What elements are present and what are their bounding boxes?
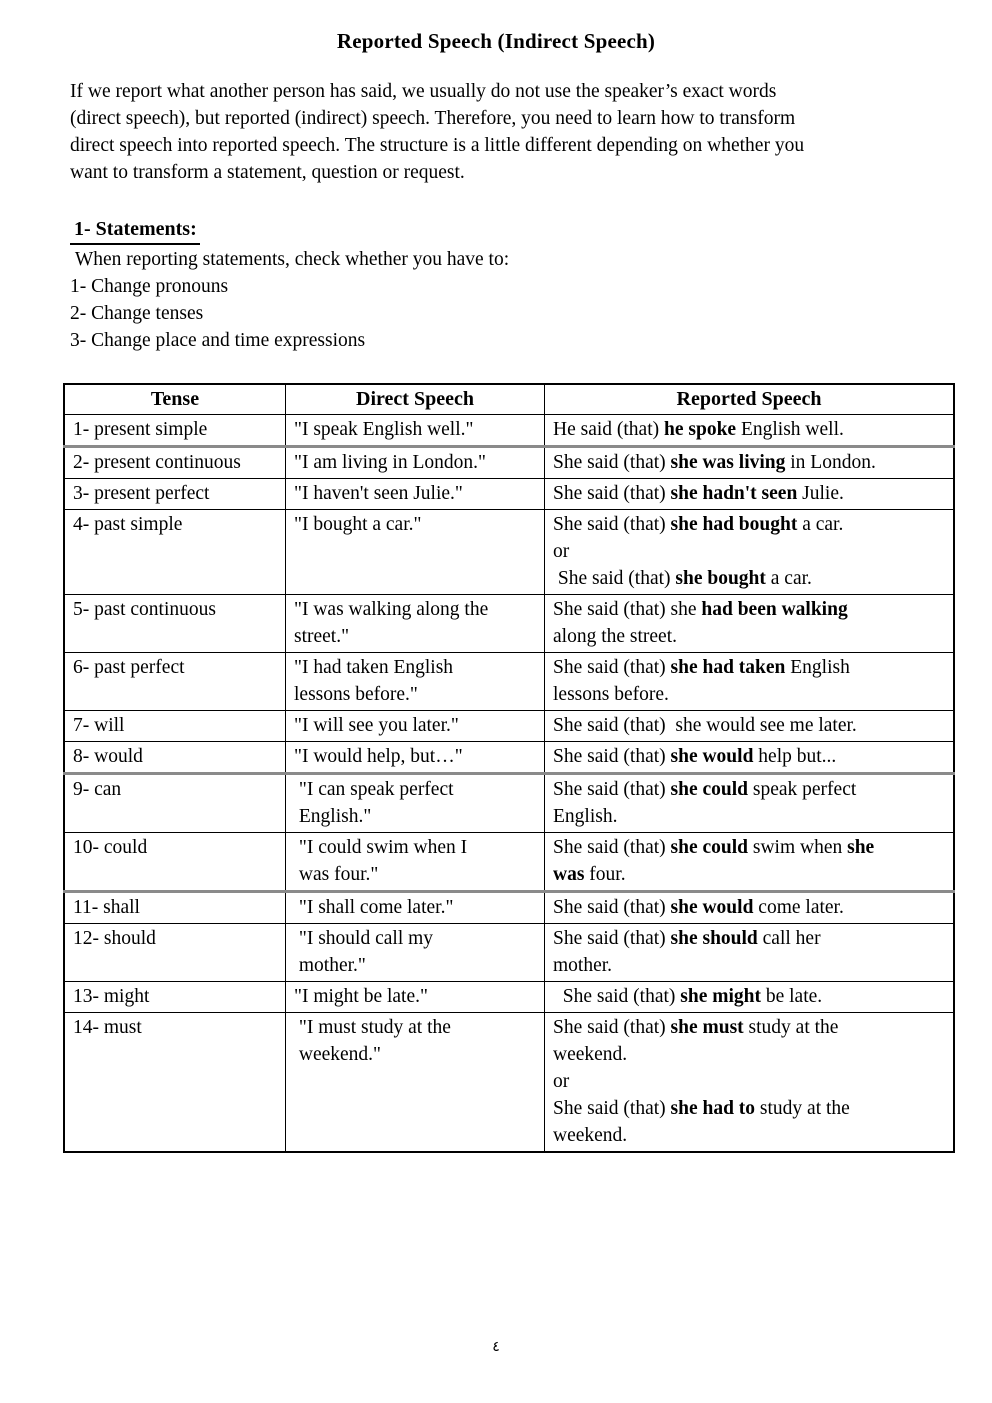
intro-line: (direct speech), but reported (indirect) speech. Therefore, you need to learn how to transform [70,108,796,129]
direct-speech-line: weekend." [294,1044,382,1065]
reported-speech-cell [545,1013,955,1153]
reported-speech-line: She said (that) she could swim when she [553,837,875,858]
tense-text: 14- must [73,1017,142,1038]
table-row [64,892,954,924]
table-row [64,415,954,447]
checklist-item: 2- Change tenses [70,303,204,324]
tense-cell [64,711,286,742]
direct-speech-line: "I should call my [294,928,434,949]
section-intro: When reporting statements, check whether you have to: [70,249,510,270]
tense-cell [64,924,286,982]
page-number: ٤ [492,1339,500,1355]
direct-speech-line: "I speak English well." [294,419,474,440]
tense-cell [64,742,286,774]
table-body [64,415,954,1153]
reported-speech-line: She said (that) she would see me later. [553,715,857,736]
direct-speech-line: street." [294,626,350,647]
tense-text: 2- present continuous [73,452,241,473]
direct-speech-line: "I was walking along the [294,599,489,620]
reported-speech-line: She said (that) she must study at the [553,1017,839,1038]
table-header-row [64,384,954,415]
reported-speech-line: weekend. [553,1044,628,1065]
table-row [64,774,954,833]
reported-speech-line: She said (that) she hadn't seen Julie. [553,483,844,504]
tense-cell [64,510,286,595]
direct-speech-cell [286,479,545,510]
section-heading-row [70,216,992,245]
direct-speech-line: "I will see you later." [294,715,459,736]
direct-speech-cell [286,510,545,595]
tense-text: 4- past simple [73,514,183,535]
speech-table [63,383,955,1153]
reported-speech-line: mother. [553,955,613,976]
direct-speech-line: "I am living in London." [294,452,486,473]
tense-text: 9- can [73,779,122,800]
direct-speech-cell [286,415,545,447]
reported-speech-cell [545,711,955,742]
table-row [64,742,954,774]
tense-text: 6- past perfect [73,657,185,678]
checklist-item: 3- Change place and time expressions [70,330,366,351]
direct-speech-cell [286,447,545,479]
intro-line: If we report what another person has said, we usually do not use the speaker’s exact words [70,81,777,102]
table-header-direct: Direct Speech [286,384,545,415]
tense-cell [64,447,286,479]
reported-speech-line: She said (that) she was living in London. [553,452,876,473]
reported-speech-line: She said (that) she had taken English [553,657,850,678]
table-row [64,711,954,742]
reported-speech-line: She said (that) she would come later. [553,897,844,918]
table-head [64,384,954,415]
direct-speech-line: mother." [294,955,366,976]
reported-speech-line: She said (that) she would help but... [553,746,837,767]
reported-speech-line: was four. [553,864,626,885]
table-row [64,479,954,510]
reported-speech-cell [545,924,955,982]
reported-speech-cell [545,742,955,774]
reported-speech-line: along the street. [553,626,677,647]
reported-speech-cell [545,595,955,653]
reported-speech-cell [545,892,955,924]
tense-cell [64,1013,286,1153]
tense-text: 10- could [73,837,148,858]
reported-speech-line: or [553,1071,570,1092]
direct-speech-cell [286,774,545,833]
reported-speech-cell [545,653,955,711]
direct-speech-cell [286,742,545,774]
intro-paragraph [70,78,947,186]
tense-text: 1- present simple [73,419,208,440]
tense-text: 3- present perfect [73,483,210,504]
reported-speech-line: weekend. [553,1125,628,1146]
table-row [64,447,954,479]
table-row [64,833,954,892]
tense-text: 7- will [73,715,125,736]
tense-cell [64,595,286,653]
reported-speech-line: She said (that) she might be late. [553,986,823,1007]
reported-speech-cell [545,833,955,892]
direct-speech-line: "I had taken English [294,657,454,678]
reported-speech-line: or [553,541,570,562]
page-title: Reported Speech (Indirect Speech) [336,29,656,53]
direct-speech-cell [286,833,545,892]
reported-speech-line: English. [553,806,618,827]
tense-cell [64,774,286,833]
reported-speech-cell [545,774,955,833]
tense-cell [64,982,286,1013]
reported-speech-line: She said (that) she could speak perfect [553,779,857,800]
tense-text: 12- should [73,928,156,949]
table-row [64,595,954,653]
tense-cell [64,892,286,924]
direct-speech-line: "I could swim when I [294,837,468,858]
tense-text: 8- would [73,746,143,767]
reported-speech-line: He said (that) he spoke English well. [553,419,844,440]
reported-speech-line: lessons before. [553,684,669,705]
tense-cell [64,653,286,711]
reported-speech-cell [545,447,955,479]
direct-speech-line: "I must study at the [294,1017,451,1038]
reported-speech-line: She said (that) she had to study at the [553,1098,850,1119]
direct-speech-cell [286,653,545,711]
table-row [64,924,954,982]
direct-speech-line: "I bought a car." [294,514,422,535]
tense-cell [64,479,286,510]
direct-speech-line: lessons before." [294,684,418,705]
direct-speech-cell [286,982,545,1013]
reported-speech-cell [545,510,955,595]
reported-speech-cell [545,479,955,510]
table-row [64,982,954,1013]
direct-speech-line: "I can speak perfect [294,779,454,800]
direct-speech-line: "I haven't seen Julie." [294,483,463,504]
reported-speech-cell [545,982,955,1013]
tense-text: 11- shall [73,897,140,918]
section-heading: 1- Statements: [70,216,200,245]
reported-speech-line: She said (that) she should call her [553,928,821,949]
direct-speech-line: "I would help, but…" [294,746,463,767]
direct-speech-line: English." [294,806,372,827]
reported-speech-cell [545,415,955,447]
direct-speech-line: was four." [294,864,379,885]
checklist-item: 1- Change pronouns [70,276,229,297]
table-row [64,510,954,595]
reported-speech-line: She said (that) she had been walking [553,599,848,620]
direct-speech-cell [286,924,545,982]
tense-cell [64,415,286,447]
tense-text: 13- might [73,986,150,1007]
direct-speech-line: "I might be late." [294,986,428,1007]
checklist [70,273,992,354]
table-header-tense: Tense [64,384,286,415]
reported-speech-line: She said (that) she bought a car. [553,568,812,589]
reported-speech-line: She said (that) she had bought a car. [553,514,844,535]
table-row [64,1013,954,1153]
table-row [64,653,954,711]
direct-speech-cell [286,892,545,924]
direct-speech-cell [286,1013,545,1153]
tense-text: 5- past continuous [73,599,216,620]
intro-line: want to transform a statement, question or request. [70,162,465,183]
table-header-reported: Reported Speech [545,384,955,415]
tense-cell [64,833,286,892]
intro-line: direct speech into reported speech. The structure is a little different depending on whether you [70,135,805,156]
direct-speech-line: "I shall come later." [294,897,454,918]
direct-speech-cell [286,711,545,742]
direct-speech-cell [286,595,545,653]
